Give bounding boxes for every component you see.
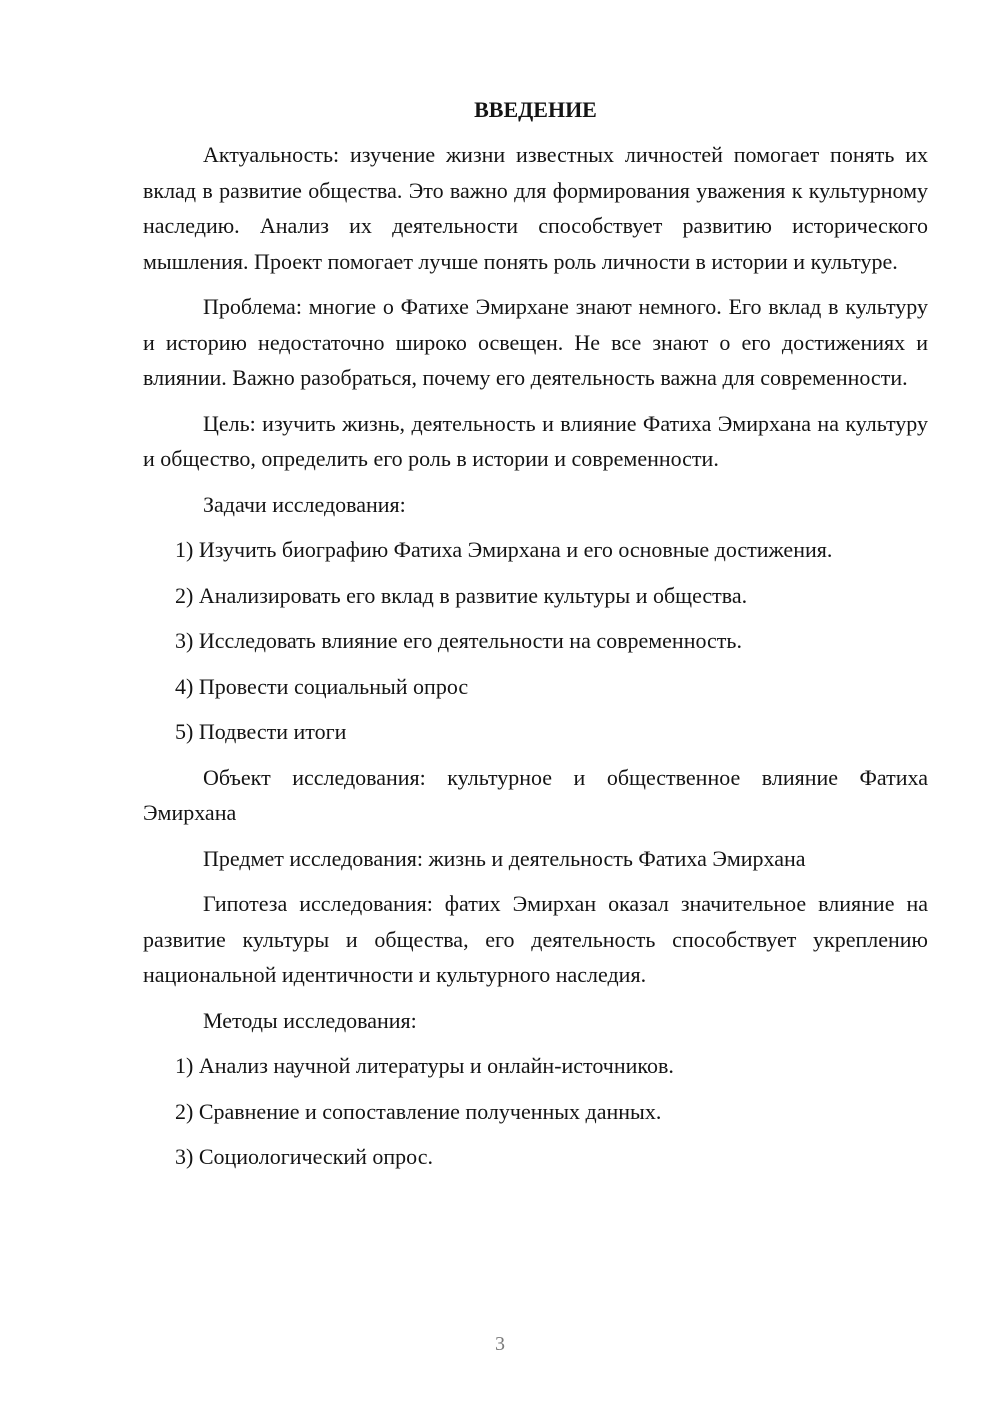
method-item-1: 1) Анализ научной литературы и онлайн-источников. <box>175 1053 674 1078</box>
subject-paragraph: Предмет исследования: жизнь и деятельность Фатиха Эмирхана <box>203 845 806 871</box>
goal-paragraph: Цель: изучить жизнь, деятельность и влияние Фатиха Эмирхана на культуру и общество, определить его роль в истории и современности. <box>143 410 928 471</box>
methods-list <box>143 1048 928 1175</box>
tasks-list <box>143 532 928 750</box>
task-item-5: 5) Подвести итоги <box>175 719 347 744</box>
task-item-1: 1) Изучить биографию Фатиха Эмирхана и его основные достижения. <box>175 537 833 562</box>
method-item-3: 3) Социологический опрос. <box>175 1144 433 1169</box>
problem-paragraph: Проблема: многие о Фатихе Эмирхане знают немного. Его вклад в культуру и историю недостаточно широко освещен. Не все знают о его достижениях и влиянии. Важно разобраться, почему его деятельность важна для современности. <box>143 294 928 390</box>
document-page <box>143 92 928 1185</box>
task-item-2: 2) Анализировать его вклад в развитие культуры и общества. <box>175 582 748 608</box>
task-item-4: 4) Провести социальный опрос <box>175 673 469 699</box>
object-paragraph: Объект исследования: культурное и общественное влияние Фатиха Эмирхана <box>143 764 928 825</box>
task-item-3: 3) Исследовать влияние его деятельности на современность. <box>175 628 742 653</box>
relevance-paragraph: Актуальность: изучение жизни известных личностей помогает понять их вклад в развитие общества. Это важно для формирования уважения к культурному наследию. Анализ их деятельности способствует развитию исторического мышления. Проект помогает лучше понять роль личности в истории и культуре. <box>143 142 928 274</box>
page-number: 3 <box>495 1333 505 1355</box>
methods-heading: Методы исследования: <box>203 1007 417 1033</box>
hypothesis-paragraph: Гипотеза исследования: фатих Эмирхан оказал значительное влияние на развитие культуры и общества, его деятельность способствует укреплению национальной идентичности и культурного наследия. <box>143 891 928 987</box>
tasks-heading: Задачи исследования: <box>203 491 406 517</box>
section-title: ВВЕДЕНИЕ <box>474 97 597 122</box>
method-item-2: 2) Сравнение и сопоставление полученных данных. <box>175 1098 662 1124</box>
